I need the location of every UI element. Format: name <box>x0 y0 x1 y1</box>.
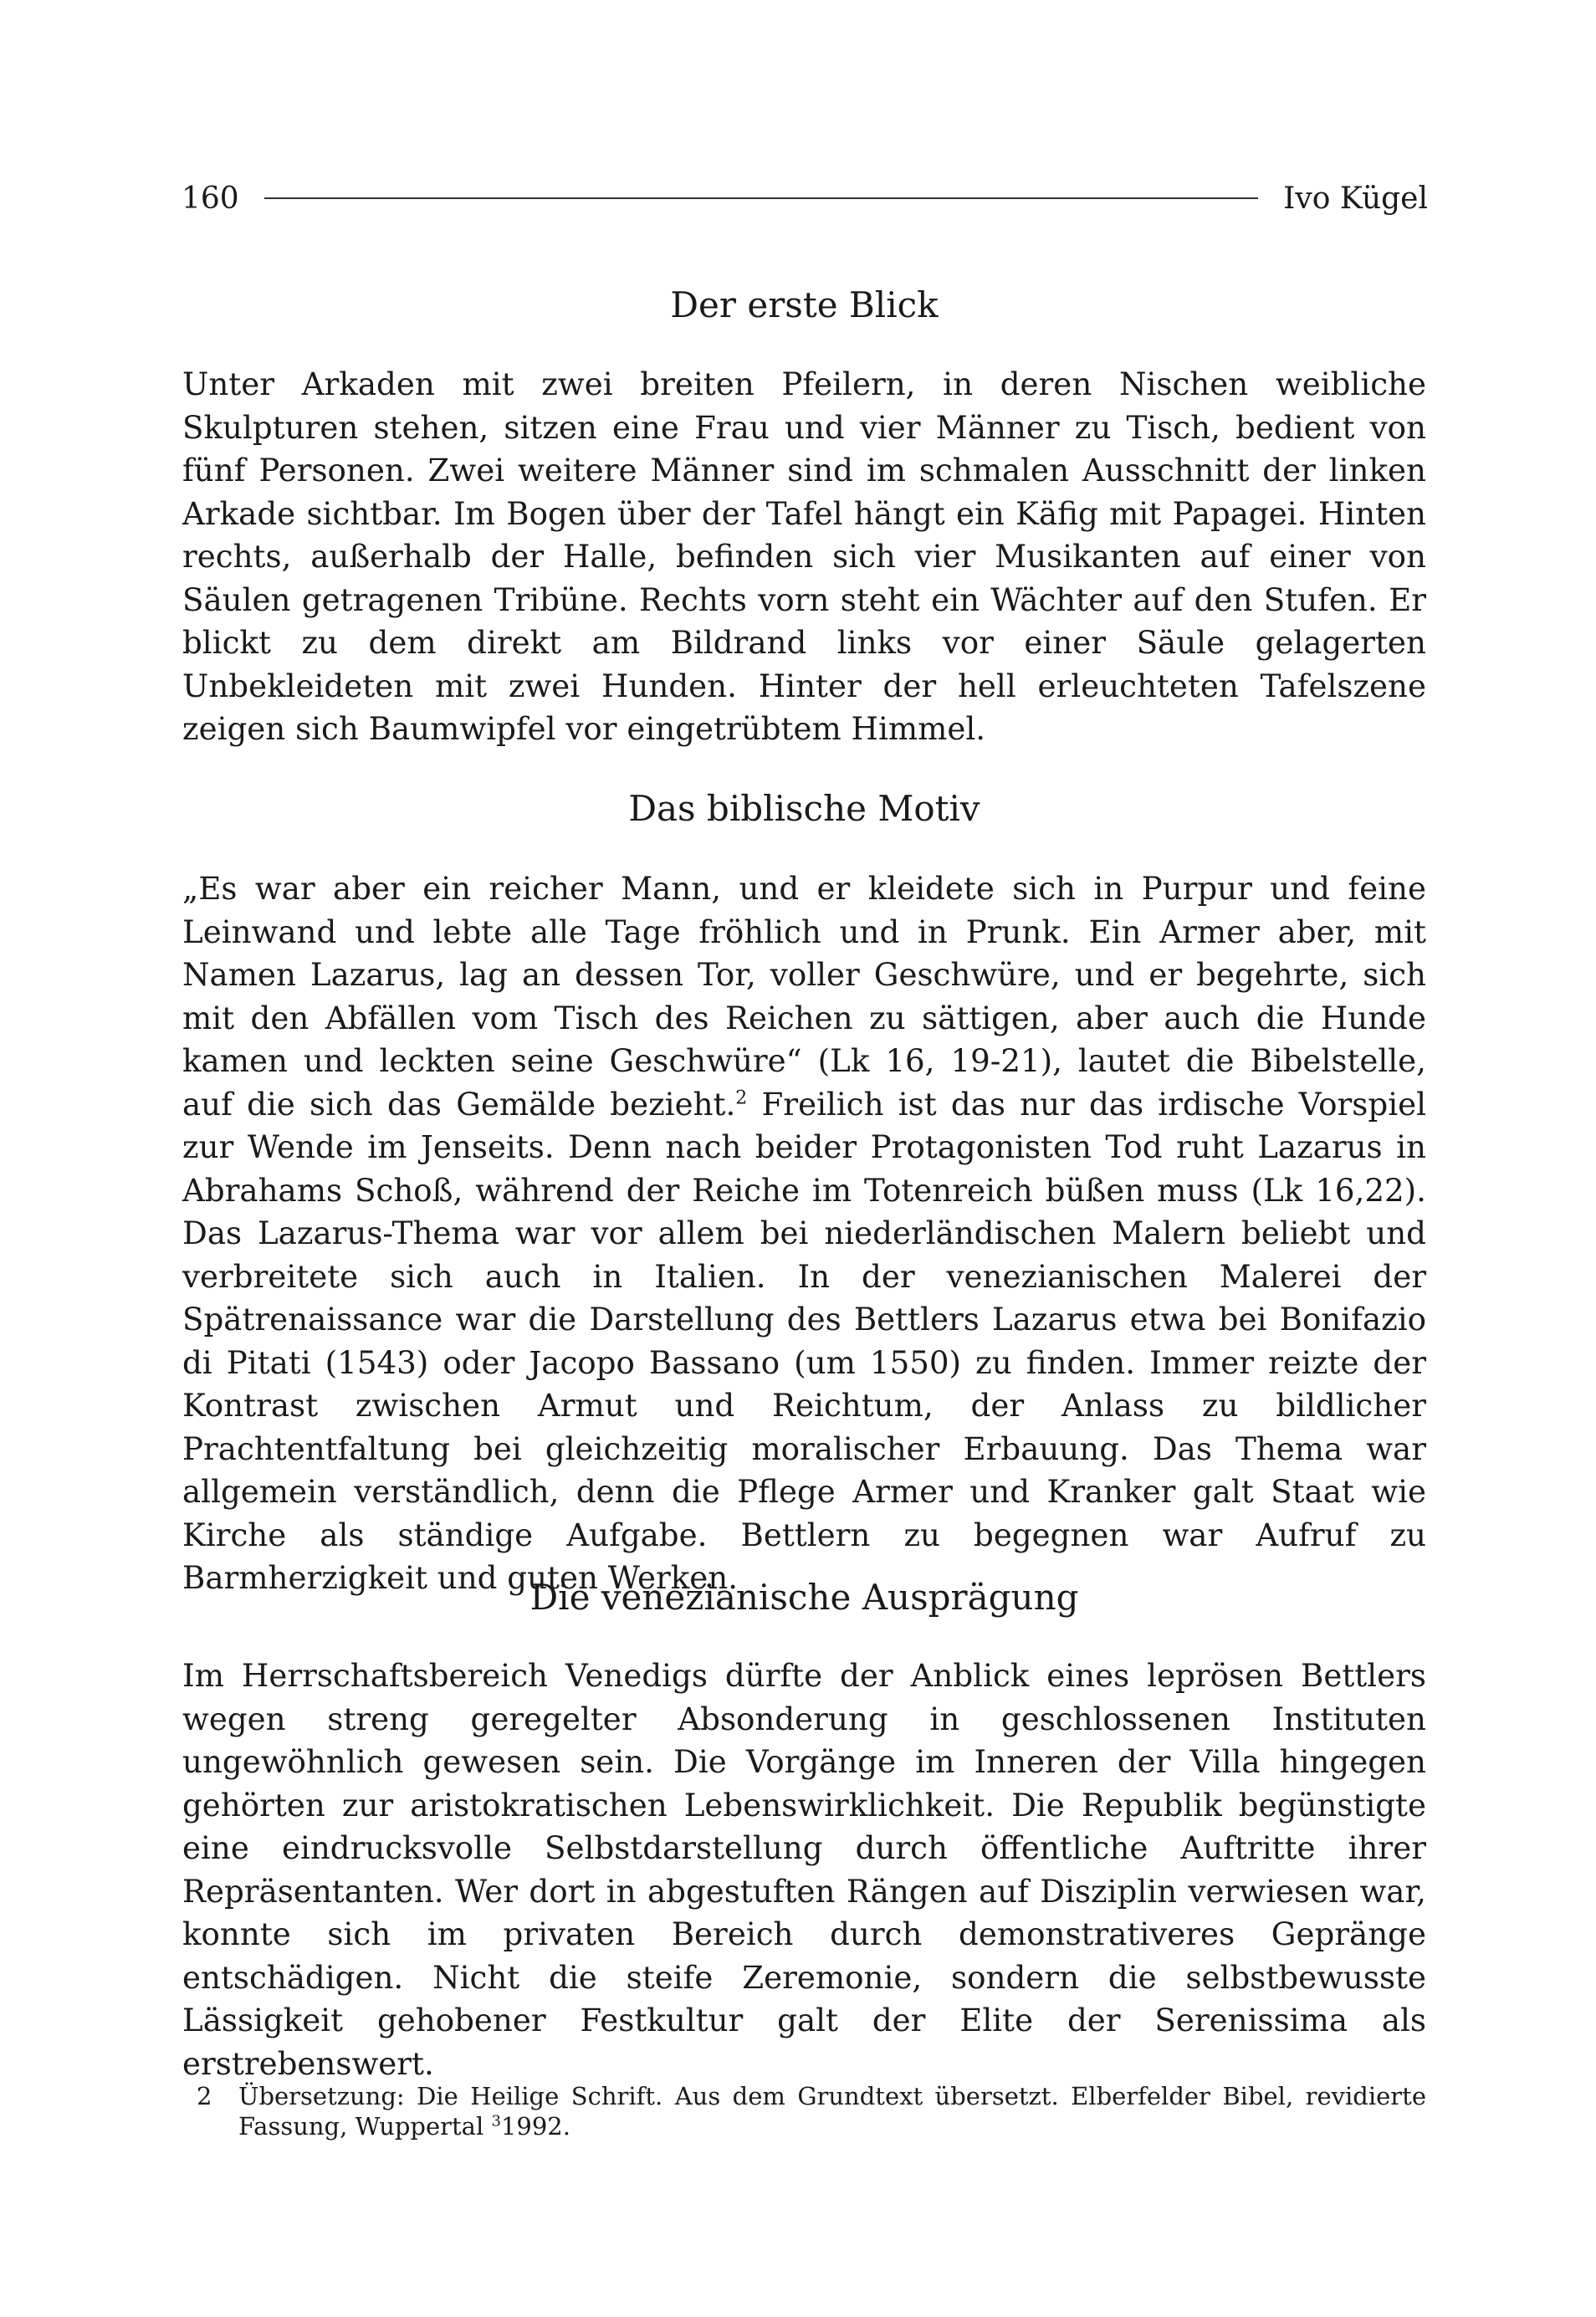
paragraph: Im Herrschaftsbereich Venedigs dürfte der Anblick eines leprösen Bettlers wegen streng geregelter Absonderung in geschlossenen Instituten ungewöhnlich gewesen sein. Die Vorgänge im Inneren der Villa hingegen gehörten zur aristokratischen Lebenswirklichkeit. Die Republik begünstigte eine eindrucksvolle Selbstdarstellung durch öffentliche Auftritte ihrer Repräsentanten. Wer dort in abgestuften Rängen auf Disziplin verwiesen war, konnte sich im privaten Bereich durch demonstrativeres Gepränge entschädigen. Nicht die steife Zeremonie, sondern die selbstbewusste Lässigkeit gehobener Festkultur galt der Elite der Serenissima als erstrebenswert. <box>182 1657 1426 2082</box>
section-heading: Die venezianische Ausprägung <box>529 1577 1079 1618</box>
footnote-number: 2 <box>197 2082 212 2110</box>
running-head-author: Ivo Kügel <box>1283 181 1428 216</box>
section-die-venezianische-auspraegung <box>182 1577 1426 1618</box>
section-das-biblische-motiv <box>182 788 1426 829</box>
footnote-year: 1992. <box>500 2112 570 2141</box>
footnote <box>197 2081 1426 2141</box>
section-1-body <box>182 363 1426 751</box>
section-2-body <box>182 867 1426 1600</box>
paragraph-text: „Es war aber ein reicher Mann, und er kleidete sich in Purpur und feine Leinwand und lebte alle Tage fröhlich und in Prunk. Ein Armer aber, mit Namen Lazarus, lag an dessen Tor, voller Geschwüre, und er begehrte, sich mit den Abfällen vom Tisch des Reichen zu sättigen, aber auch die Hunde kamen und leckten seine Geschwüre“ (Lk 16, 19-21), lautet die Bibelstelle, auf die sich das Gemälde bezieht. <box>182 870 1426 1123</box>
footnote-ref[interactable]: 2 <box>735 1087 748 1109</box>
paragraph <box>182 867 1426 1600</box>
footnote-body: Übersetzung: Die Heilige Schrift. Aus dem Grundtext übersetzt. Elberfelder Bibel, revidierte Fassung, Wuppertal <box>238 2082 1426 2141</box>
footnote-text <box>238 2081 1426 2141</box>
header-rule <box>264 197 1258 199</box>
section-der-erste-blick <box>182 284 1426 325</box>
section-heading: Das biblische Motiv <box>628 788 980 829</box>
section-3-body <box>182 1655 1426 2085</box>
page-number: 160 <box>182 181 239 216</box>
section-heading: Der erste Blick <box>670 284 939 325</box>
paragraph-text: Freilich ist das nur das irdische Vorspiel zur Wende im Jenseits. Denn nach beider Protagonisten Tod ruht Lazarus in Abrahams Schoß, während der Reiche im Totenreich büßen muss (Lk 16,22). Das Lazarus-Thema war vor allem bei niederländischen Malern beliebt und verbreitete sich auch in Italien. In der venezianischen Malerei der Spätrenaissance war die Darstellung des Bettlers Lazarus etwa bei Bonifazio di Pitati (1543) oder Jacopo Bassano (um 1550) zu finden. Immer reizte der Kontrast zwischen Armut und Reichtum, der Anlass zu bildlicher Prachtentfaltung bei gleichzeitig moralischer Erbauung. Das Thema war allgemein verständlich, denn die Pflege Armer und Kranker galt Staat wie Kirche als ständige Aufgabe. Bettlern zu begegnen war Aufruf zu Barmherzigkeit und guten Werken. <box>182 1085 1426 1596</box>
footnote-edition: 3 <box>491 2112 501 2130</box>
running-header <box>182 177 1428 219</box>
paragraph: Unter Arkaden mit zwei breiten Pfeilern, in deren Nischen weibliche Skulpturen stehen, sitzen eine Frau und vier Männer zu Tisch, bedient von fünf Personen. Zwei weitere Männer sind im schmalen Ausschnitt der linken Arkade sichtbar. Im Bogen über der Tafel hängt ein Käfig mit Papagei. Hinten rechts, außerhalb der Halle, befinden sich vier Musikanten auf einer von Säulen getragenen Tribüne. Rechts vorn steht ein Wächter auf den Stufen. Er blickt zu dem direkt am Bildrand links vor einer Säule gelagerten Unbekleideten mit zwei Hunden. Hinter der hell erleuchteten Tafelszene zeigen sich Baumwipfel vor eingetrübtem Himmel. <box>182 366 1426 747</box>
